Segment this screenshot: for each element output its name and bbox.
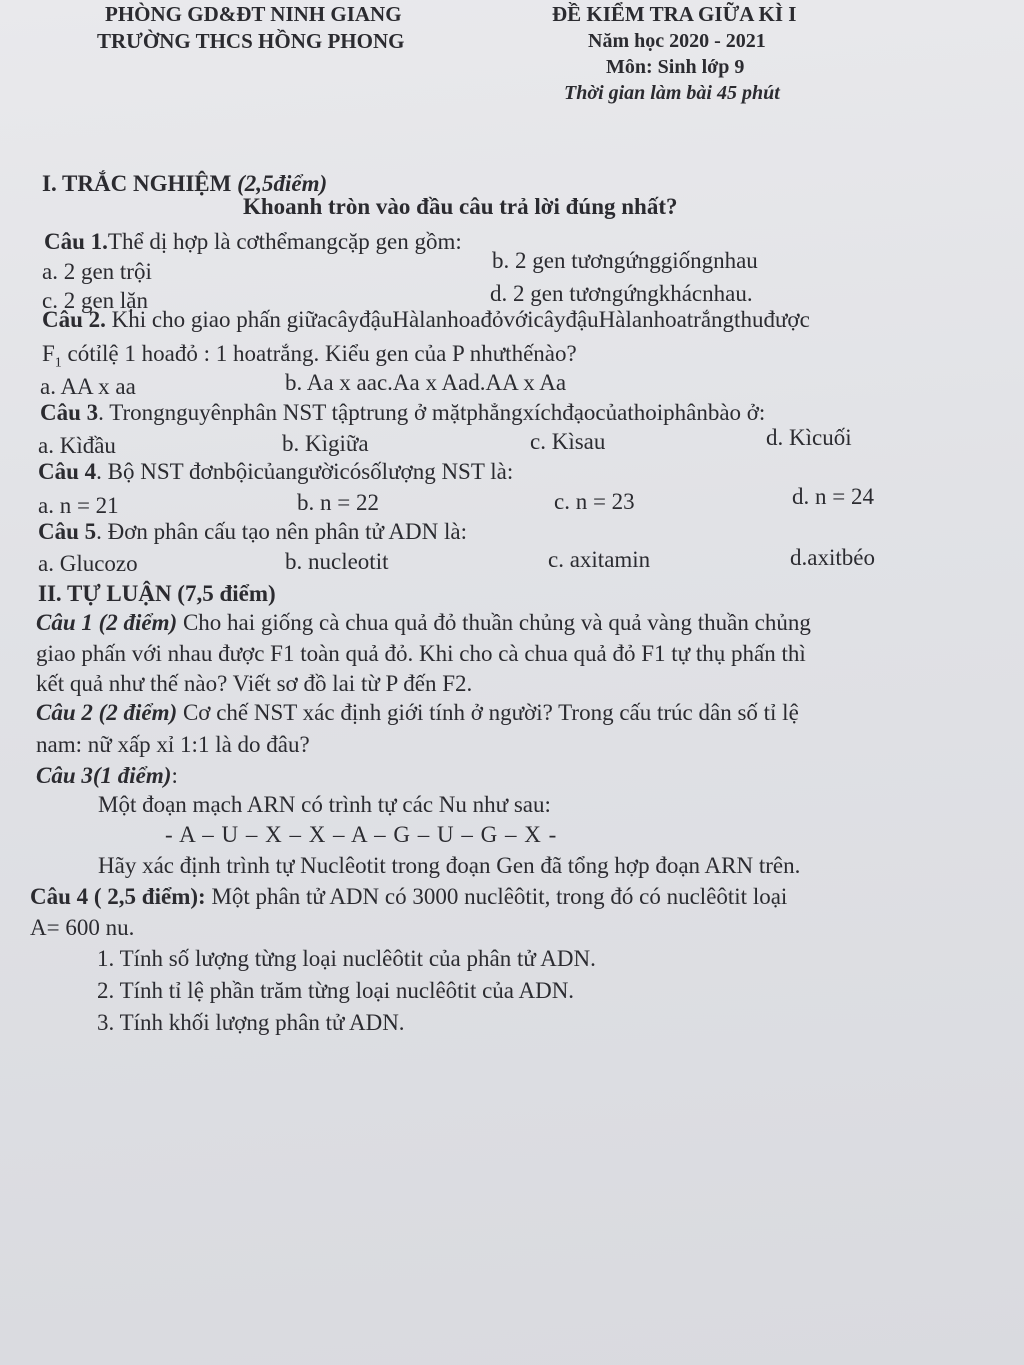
question-5	[38, 518, 467, 546]
q1-option-d: d. 2 gen tươngứngkhácnhau.	[490, 281, 753, 306]
q3-option-b: b. Kìgiữa	[282, 431, 369, 456]
e4-line2: A= 600 nu.	[30, 915, 135, 940]
subject: Môn: Sinh lớp 9	[606, 56, 745, 78]
q2-option-a: a. AA x aa	[40, 374, 136, 399]
q1-option-c: c. 2 gen lặn	[42, 288, 149, 313]
e3-colon: :	[171, 763, 178, 788]
e3-label: Câu 3(1 điểm)	[36, 763, 172, 788]
part2-heading: II. TỰ LUẬN (7,5 điểm)	[38, 581, 276, 606]
e2-line2: nam: nữ xấp xỉ 1:1 là do đâu?	[36, 732, 310, 757]
q4-option-d: d. n = 24	[792, 484, 874, 509]
part1-points: (2,5điểm)	[237, 171, 328, 196]
part1-title: I. TRẮC NGHIỆM	[42, 171, 232, 196]
essay-3	[36, 762, 178, 790]
part1-instruction: Khoanh tròn vào đầu câu trả lời đúng nhất?	[243, 194, 678, 219]
question-1	[44, 228, 462, 256]
q3-label: Câu 3	[40, 400, 99, 425]
q1-text: Thể dị hợp là cơthểmangcặp gen gồm:	[107, 229, 462, 254]
e4-item1: 1. Tính số lượng từng loại nuclêôtit của phân tử ADN.	[97, 946, 596, 971]
e4-item2: 2. Tính tỉ lệ phần trăm từng loại nuclêôtit của ADN.	[97, 978, 575, 1003]
q2-ratio-text: cótỉlệ 1 hoađỏ : 1 hoatrắng. Kiểu gen của P nhưthếnào?	[61, 341, 577, 366]
exam-title: ĐỀ KIỂM TRA GIỮA KÌ I	[552, 2, 797, 26]
q4-option-a: a. n = 21	[38, 493, 119, 518]
q2-options-bcd: b. Aa x aac.Aa x Aad.AA x Aa	[285, 370, 567, 395]
school-year: Năm học 2020 - 2021	[588, 30, 766, 52]
e2-line1: Cơ chế NST xác định giới tính ở người? Trong cấu trúc dân số tỉ lệ	[177, 700, 799, 725]
e4-item3: 3. Tính khối lượng phân tử ADN.	[97, 1010, 405, 1035]
q5-option-b: b. nucleotit	[285, 549, 389, 574]
q3-option-a: a. Kìđầu	[38, 433, 116, 458]
e1-line2: giao phấn với nhau được F1 toàn quả đỏ. Khi cho cà chua quả đỏ F1 tự thụ phấn thì	[36, 641, 806, 666]
q3-option-c: c. Kìsau	[530, 429, 606, 454]
q2-f: F	[42, 341, 55, 366]
essay-2	[36, 699, 799, 727]
q5-option-d: d.axitbéo	[790, 545, 875, 570]
e1-label: Câu 1 (2 điểm)	[36, 610, 178, 635]
q4-label: Câu 4	[38, 459, 97, 484]
dept-name: PHÒNG GD&ĐT NINH GIANG	[105, 2, 402, 26]
e1-line3: kết quả như thế nào? Viết sơ đồ lai từ P đến F2.	[36, 671, 473, 696]
q5-option-c: c. axitamin	[548, 547, 651, 572]
e1-line1: Cho hai giống cà chua quả đỏ thuần chủng và quả vàng thuần chủng	[177, 610, 811, 635]
q5-label: Câu 5	[38, 519, 97, 544]
q4-text: . Bộ NST đơnbộicủangườicósốlượng NST là:	[96, 459, 514, 484]
q1-label: Câu 1.	[44, 229, 108, 254]
q2-f-sub: 1	[54, 355, 62, 371]
q5-option-a: a. Glucozo	[38, 551, 138, 576]
q1-option-a: a. 2 gen trội	[42, 259, 152, 284]
essay-1	[36, 609, 811, 637]
e3-line1: Một đoạn mạch ARN có trình tự các Nu như sau:	[98, 792, 551, 817]
q2-label: Câu 2.	[42, 307, 106, 332]
q5-text: . Đơn phân cấu tạo nên phân tử ADN là:	[96, 519, 467, 544]
duration: Thời gian làm bài 45 phút	[564, 82, 780, 104]
e2-label: Câu 2 (2 điểm)	[36, 700, 178, 725]
e3-line2: Hãy xác định trình tự Nuclêotit trong đoạn Gen đã tổng hợp đoạn ARN trên.	[98, 853, 801, 878]
question-3	[40, 399, 765, 427]
q4-option-c: c. n = 23	[554, 489, 635, 514]
e4-line1: Một phân tử ADN có 3000 nuclêôtit, trong đó có nuclêôtit loại	[205, 884, 788, 909]
school-name: TRƯỜNG THCS HỒNG PHONG	[97, 29, 405, 53]
q1-option-b: b. 2 gen tươngứnggiốngnhau	[492, 248, 758, 273]
q2-text-line1: Khi cho giao phấn giữacâyđậuHàlanhoađỏvớicâyđậuHàlanhoatrắngthuđược	[105, 307, 810, 332]
question-4	[38, 458, 513, 486]
q3-option-d: d. Kìcuối	[766, 425, 852, 450]
question-2	[42, 306, 810, 334]
q4-option-b: b. n = 22	[297, 490, 379, 515]
essay-4	[30, 883, 787, 911]
e3-sequence: - A – U – X – X – A – G – U – G – X -	[165, 822, 558, 847]
e4-label: Câu 4 ( 2,5 điểm):	[30, 884, 206, 909]
q3-text: . Trongnguyênphân NST tậptrung ở mặtphẳngxíchđạocủathoiphânbào ở:	[98, 400, 766, 425]
